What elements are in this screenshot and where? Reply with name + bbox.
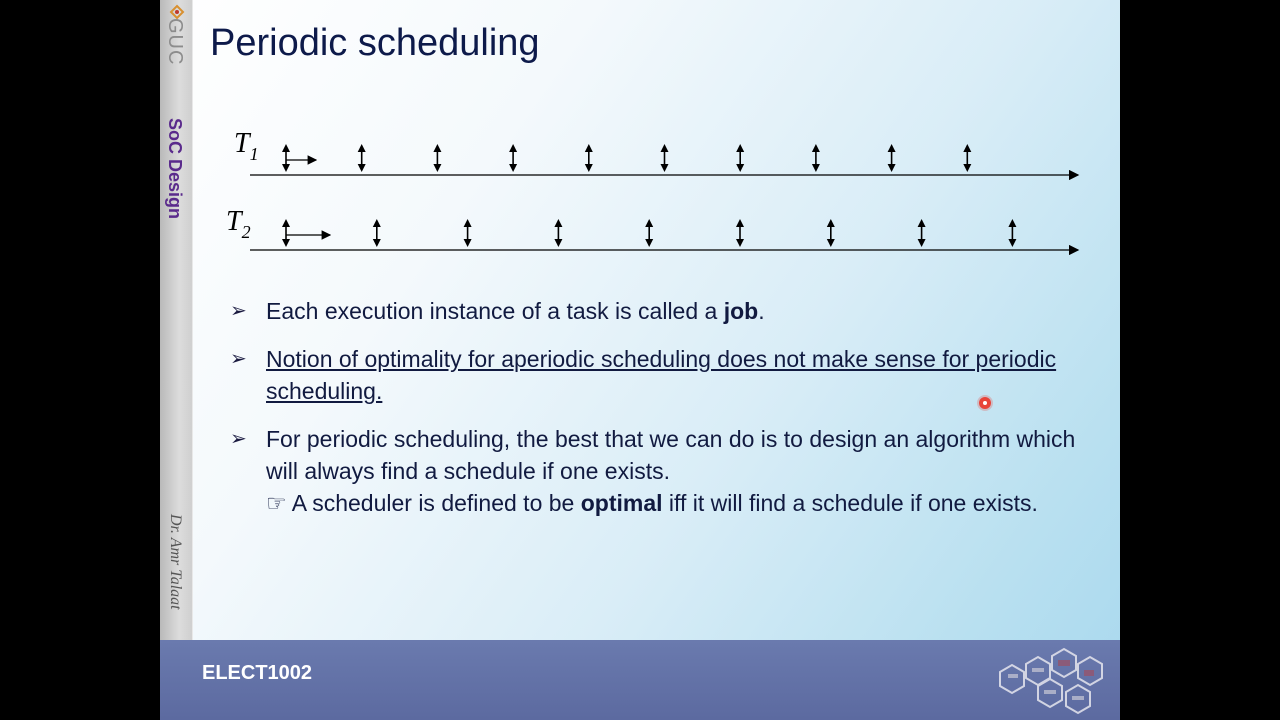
sidebar bbox=[160, 0, 193, 640]
t2-job-marker bbox=[827, 219, 835, 247]
bullet-arrow-icon: ➢ bbox=[230, 300, 247, 322]
t2-job-marker bbox=[736, 219, 744, 247]
t1-job-marker bbox=[282, 144, 290, 172]
t2-job-marker bbox=[282, 219, 290, 247]
t1-job-marker bbox=[963, 144, 971, 172]
t2-job-marker bbox=[1008, 219, 1016, 247]
bullet-underlined-text: Notion of optimality for aperiodic scheduling does not make sense for periodic scheduling. bbox=[266, 346, 1057, 404]
t2-job-marker bbox=[554, 219, 562, 247]
bullet-bold-term: optimal bbox=[580, 490, 663, 516]
t2-job-marker bbox=[918, 219, 926, 247]
pointing-hand-icon: ☞ bbox=[266, 490, 287, 516]
t1-job-marker bbox=[433, 144, 441, 172]
footer-bar bbox=[160, 640, 1120, 720]
t1-job-markers bbox=[282, 144, 971, 172]
t1-job-marker bbox=[661, 144, 669, 172]
bullet-text: For periodic scheduling, the best that we can do is to design an algorithm which will always find a schedule if one exists. bbox=[266, 426, 1076, 484]
t1-job-marker bbox=[812, 144, 820, 172]
t1-job-marker bbox=[585, 144, 593, 172]
t1-job-marker bbox=[509, 144, 517, 172]
bullet-arrow-icon: ➢ bbox=[230, 428, 247, 450]
t1-job-marker bbox=[736, 144, 744, 172]
t2-job-markers bbox=[282, 219, 1016, 247]
bullet-bold-term: job bbox=[723, 298, 759, 324]
slide bbox=[160, 0, 1120, 720]
hexagon-chip-graphic-icon bbox=[980, 642, 1120, 720]
bullet-job-definition: ➢ Each execution instance of a task is called a job. bbox=[230, 295, 1110, 327]
t2-subscript: 2 bbox=[241, 222, 251, 242]
slide-title: Periodic scheduling bbox=[210, 22, 540, 64]
bullet-list bbox=[230, 295, 1110, 535]
laser-pointer-icon bbox=[979, 397, 991, 409]
bullet-optimality-notion bbox=[230, 343, 1110, 407]
course-vertical-label: SoC Design bbox=[165, 118, 185, 220]
periodic-timeline-diagram bbox=[220, 120, 1100, 260]
logo-text: GUC bbox=[164, 18, 186, 66]
t2-job-marker bbox=[464, 219, 472, 247]
t1-job-marker bbox=[358, 144, 366, 172]
author-label: Dr. Amr Talaat bbox=[167, 514, 184, 610]
course-code: ELECT1002 bbox=[202, 662, 313, 684]
t1-label: $T_1$ bbox=[234, 128, 259, 164]
t1-job-marker bbox=[888, 144, 896, 172]
bullet-arrow-icon: ➢ bbox=[230, 348, 247, 370]
t2-label: $T_2$ bbox=[226, 206, 251, 242]
t2-job-marker bbox=[373, 219, 381, 247]
sub-bullet-optimal-definition: ☞ A scheduler is defined to be optimal iff it will find a schedule if one exists. bbox=[266, 490, 1038, 516]
bullet-text: Each execution instance of a task is called a bbox=[266, 298, 724, 324]
t1-subscript: 1 bbox=[249, 144, 259, 164]
bullet-best-effort bbox=[230, 423, 1110, 519]
t2-job-marker bbox=[645, 219, 653, 247]
